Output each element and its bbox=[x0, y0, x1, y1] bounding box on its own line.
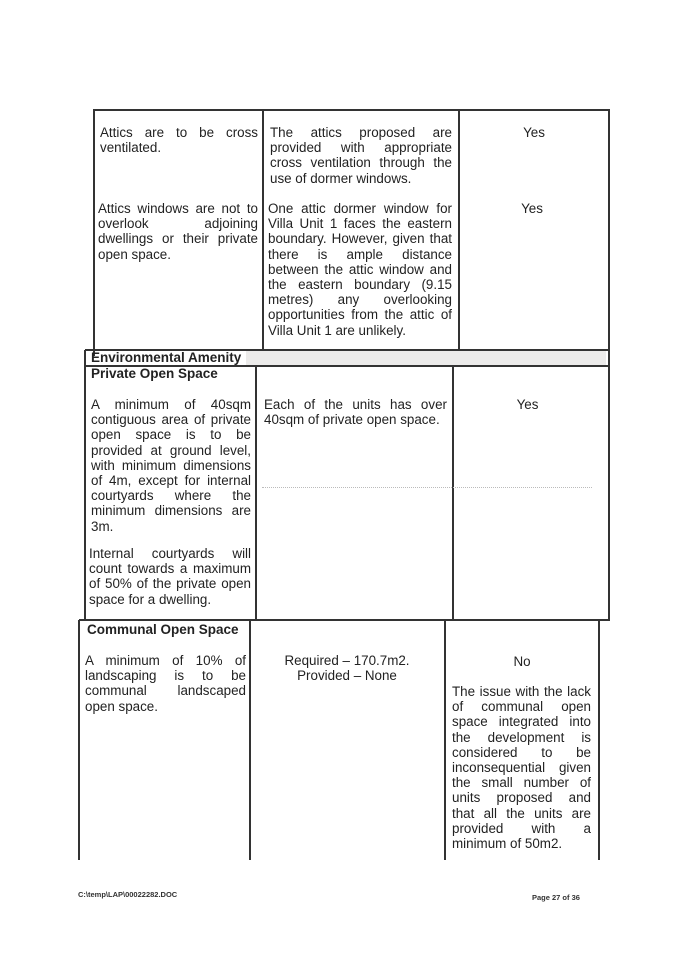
attics-ventilation-compliance: Yes bbox=[523, 125, 545, 140]
table-right-border bbox=[598, 620, 600, 860]
communal-open-space-required: Required – 170.7m2. bbox=[284, 653, 410, 668]
column-divider bbox=[262, 109, 264, 350]
environmental-amenity-heading: Environmental Amenity bbox=[91, 350, 242, 365]
table-top-border bbox=[93, 109, 609, 111]
private-open-space-requirement-1: A minimum of 40sqm contiguous area of private open space is to be provided at ground level, with minimum dimensions of 4m, except for internal courtyards where the minimum dimensions are 3m. bbox=[91, 397, 251, 534]
column-divider bbox=[458, 109, 460, 350]
margin-dots bbox=[262, 487, 592, 488]
private-open-space-heading: Private Open Space bbox=[91, 366, 218, 381]
communal-open-space-compliance: No bbox=[513, 654, 531, 669]
column-divider bbox=[444, 620, 446, 860]
row-divider bbox=[79, 619, 609, 621]
column-divider bbox=[452, 367, 454, 621]
footer-page-number: Page 27 of 36 bbox=[532, 893, 580, 902]
communal-open-space-provided: Provided – None bbox=[297, 668, 397, 683]
footer-file-path: C:\temp\LAP\00022282.DOC bbox=[78, 890, 178, 899]
attics-ventilation-requirement: Attics are to be cross ventilated. bbox=[100, 125, 258, 156]
table-left-border bbox=[84, 350, 86, 621]
table-left-border bbox=[93, 109, 95, 356]
column-divider bbox=[255, 367, 257, 621]
table-left-border bbox=[78, 620, 80, 860]
communal-open-space-requirement: A minimum of 10% of landscaping is to be communal landscaped open space. bbox=[85, 653, 246, 714]
communal-open-space-compliance-note: The issue with the lack of communal open space integrated into the development is considered to be inconsequential given the small number of units proposed and that all the units are provided with a minimum of 50m2. bbox=[452, 684, 591, 852]
attic-windows-compliance: Yes bbox=[521, 201, 543, 216]
private-open-space-proposal: Each of the units has over 40sqm of private open space. bbox=[264, 397, 447, 428]
private-open-space-compliance: Yes bbox=[516, 397, 539, 412]
attics-ventilation-proposal: The attics proposed are provided with appropriate cross ventilation through the use of dormer windows. bbox=[270, 125, 452, 186]
private-open-space-requirement-2: Internal courtyards will count towards a maximum of 50% of the private open space for a dwelling. bbox=[89, 546, 251, 607]
environmental-amenity-shade bbox=[246, 351, 606, 365]
attic-windows-proposal: One attic dormer window for Villa Unit 1 faces the eastern boundary. However, given that there is ample distance between the attic window and the eastern boundary (9.15 metres) any overlooking opportunities from the attic of Villa Unit 1 are unlikely. bbox=[268, 201, 452, 338]
communal-open-space-heading: Communal Open Space bbox=[87, 622, 239, 637]
attic-windows-requirement: Attics windows are not to overlook adjoining dwellings or their private open space. bbox=[98, 201, 258, 262]
